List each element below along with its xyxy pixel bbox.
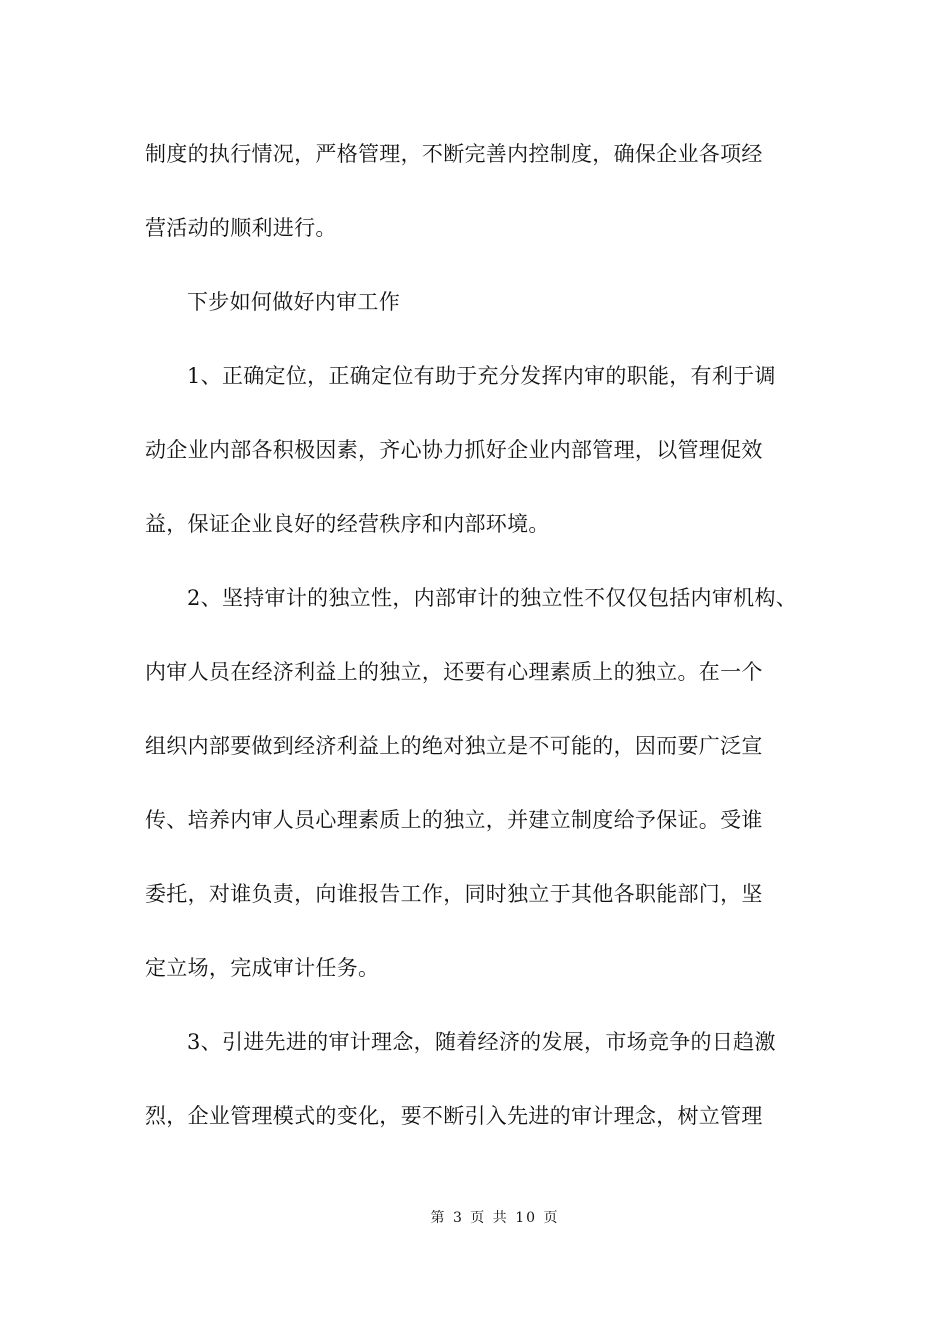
text-line: 3、引进先进的审计理念，随着经济的发展，市场竞争的日趋激 <box>187 1030 776 1054</box>
body-text <box>145 134 809 1170</box>
text-line: 制度的执行情况，严格管理，不断完善内控制度，确保企业各项经 <box>145 142 763 166</box>
text-line: 委托，对谁负责，向谁报告工作，同时独立于其他各职能部门，坚 <box>145 882 763 906</box>
text-line: 1、正确定位，正确定位有助于充分发挥内审的职能，有利于调 <box>187 364 776 388</box>
text-line: 益，保证企业良好的经营秩序和内部环境。 <box>145 512 550 536</box>
text-line: 定立场，完成审计任务。 <box>145 956 380 980</box>
text-line: 组织内部要做到经济利益上的绝对独立是不可能的，因而要广泛宣 <box>145 734 763 758</box>
text-line: 2、坚持审计的独立性，内部审计的独立性不仅仅包括内审机构、 <box>187 586 798 610</box>
section-heading: 下步如何做好内审工作 <box>187 290 400 314</box>
text-line: 内审人员在经济利益上的独立，还要有心理素质上的独立。在一个 <box>145 660 763 684</box>
text-line: 营活动的顺利进行。 <box>145 216 337 240</box>
text-line: 传、培养内审人员心理素质上的独立，并建立制度给予保证。受谁 <box>145 808 763 832</box>
text-line: 动企业内部各积极因素，齐心协力抓好企业内部管理，以管理促效 <box>145 438 763 462</box>
page-number-footer: 第 3 页 共 10 页 <box>430 1210 560 1226</box>
text-line: 烈，企业管理模式的变化，要不断引入先进的审计理念，树立管理 <box>145 1104 763 1128</box>
